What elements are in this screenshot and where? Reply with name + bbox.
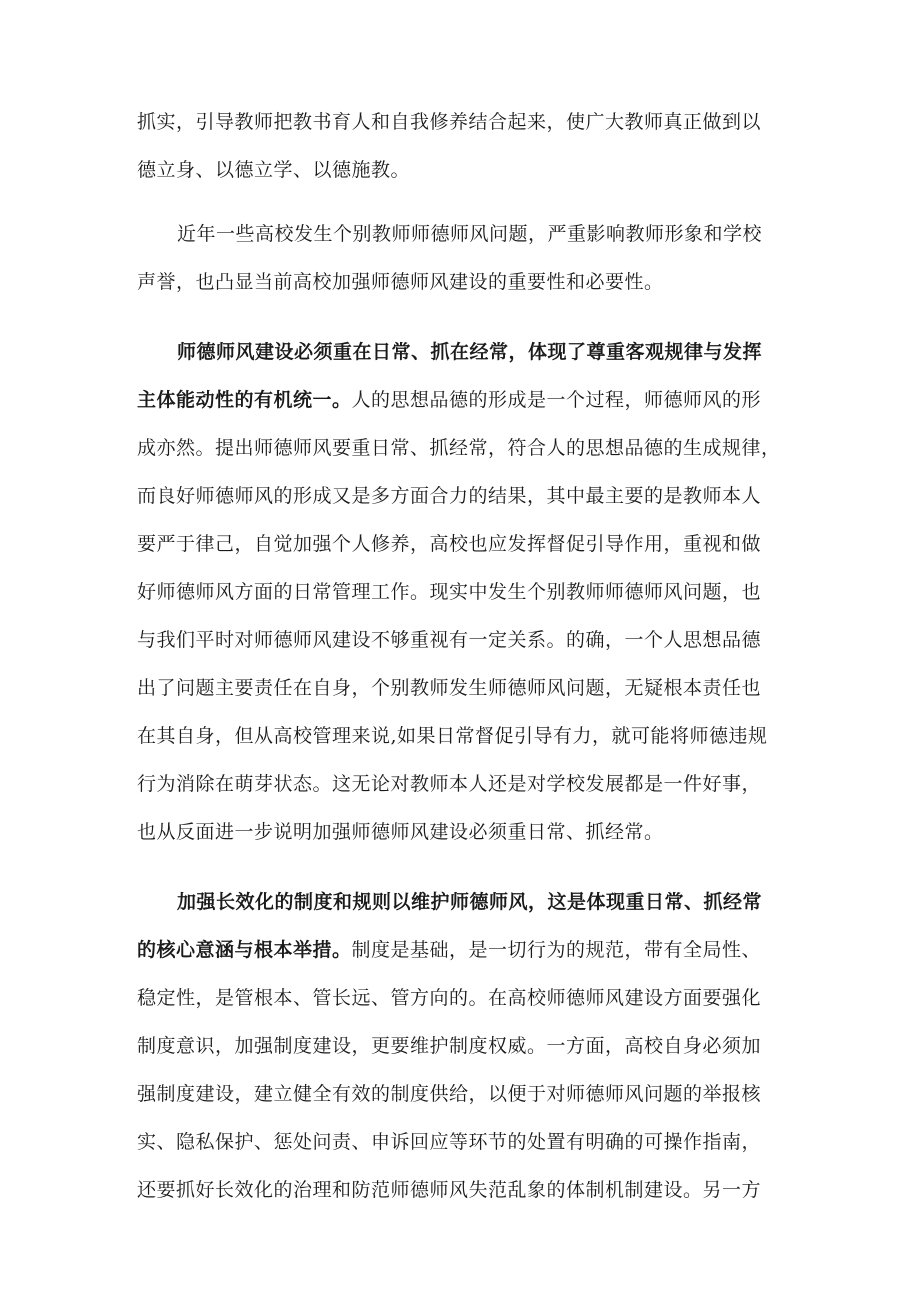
paragraph-4 (137, 878, 793, 1214)
text-line: 出了问题主要责任在自身，个别教师发生师德师风问题，无疑根本责任也 (137, 677, 762, 699)
text-line: 抓实，引导教师把教书育人和自我修养结合起来，使广大教师真正做到以 (137, 111, 762, 133)
text-line: 好师德师风方面的日常管理工作。现实中发生个别教师师德师风问题，也 (137, 581, 762, 603)
text-line: 也从反面进一步说明加强师德师风建设必须重日常、抓经常。 (137, 821, 664, 843)
text-line: 德立身、以德立学、以德施教。 (137, 159, 411, 181)
text-segment: 人的思想品德的形成是一个过程，师德师风的形 (351, 389, 762, 411)
text-line: 强制度建设，建立健全有效的制度供给，以便于对师德师风问题的举报核 (137, 1083, 762, 1105)
text-line: 制度意识，加强制度建设，更要维护制度权威。一方面，高校自身必须加 (137, 1035, 762, 1057)
document-page (137, 98, 793, 1214)
text-line: 要严于律己，自觉加强个人修养，高校也应发挥督促引导作用，重视和做 (137, 533, 762, 555)
bold-heading-text: 的核心意涵与根本举措。 (137, 939, 352, 961)
paragraph-2 (137, 210, 793, 306)
text-line: 稳定性，是管根本、管长远、管方向的。在高校师德师风建设方面要强化 (137, 987, 762, 1009)
text-line: 声誉，也凸显当前高校加强师德师风建设的重要性和必要性。 (137, 271, 664, 293)
bold-heading-line: 加强长效化的制度和规则以维护师德师风，这是体现重日常、抓经常 (177, 891, 763, 913)
bold-heading-text: 主体能动性的有机统一。 (137, 389, 352, 411)
text-line: 实、隐私保护、惩处问责、申诉回应等环节的处置有明确的可操作指南， (137, 1131, 762, 1153)
bold-heading-line: 师德师风建设必须重在日常、抓在经常，体现了尊重客观规律与发挥 (177, 341, 763, 363)
text-line: 还要抓好长效化的治理和防范师德师风失范乱象的体制机制建设。另一方 (137, 1179, 762, 1201)
text-line: 近年一些高校发生个别教师师德师风问题，严重影响教师形象和学校 (177, 223, 763, 245)
text-line (137, 376, 793, 424)
text-line: 在其自身，但从高校管理来说,如果日常督促引导有力，就可能将师德违规 (137, 725, 768, 747)
text-line (137, 926, 793, 974)
paragraph-1 (137, 98, 793, 194)
text-segment: 制度是基础，是一切行为的规范，带有全局性、 (351, 939, 762, 961)
text-line: 行为消除在萌芽状态。这无论对教师本人还是对学校发展都是一件好事， (137, 773, 762, 795)
text-line: 而良好师德师风的形成又是多方面合力的结果，其中最主要的是教师本人 (137, 485, 762, 507)
paragraph-3 (137, 328, 793, 856)
text-line: 与我们平时对师德师风建设不够重视有一定关系。的确，一个人思想品德 (137, 629, 762, 651)
text-line: 成亦然。提出师德师风要重日常、抓经常，符合人的思想品德的生成规律， (137, 437, 781, 459)
